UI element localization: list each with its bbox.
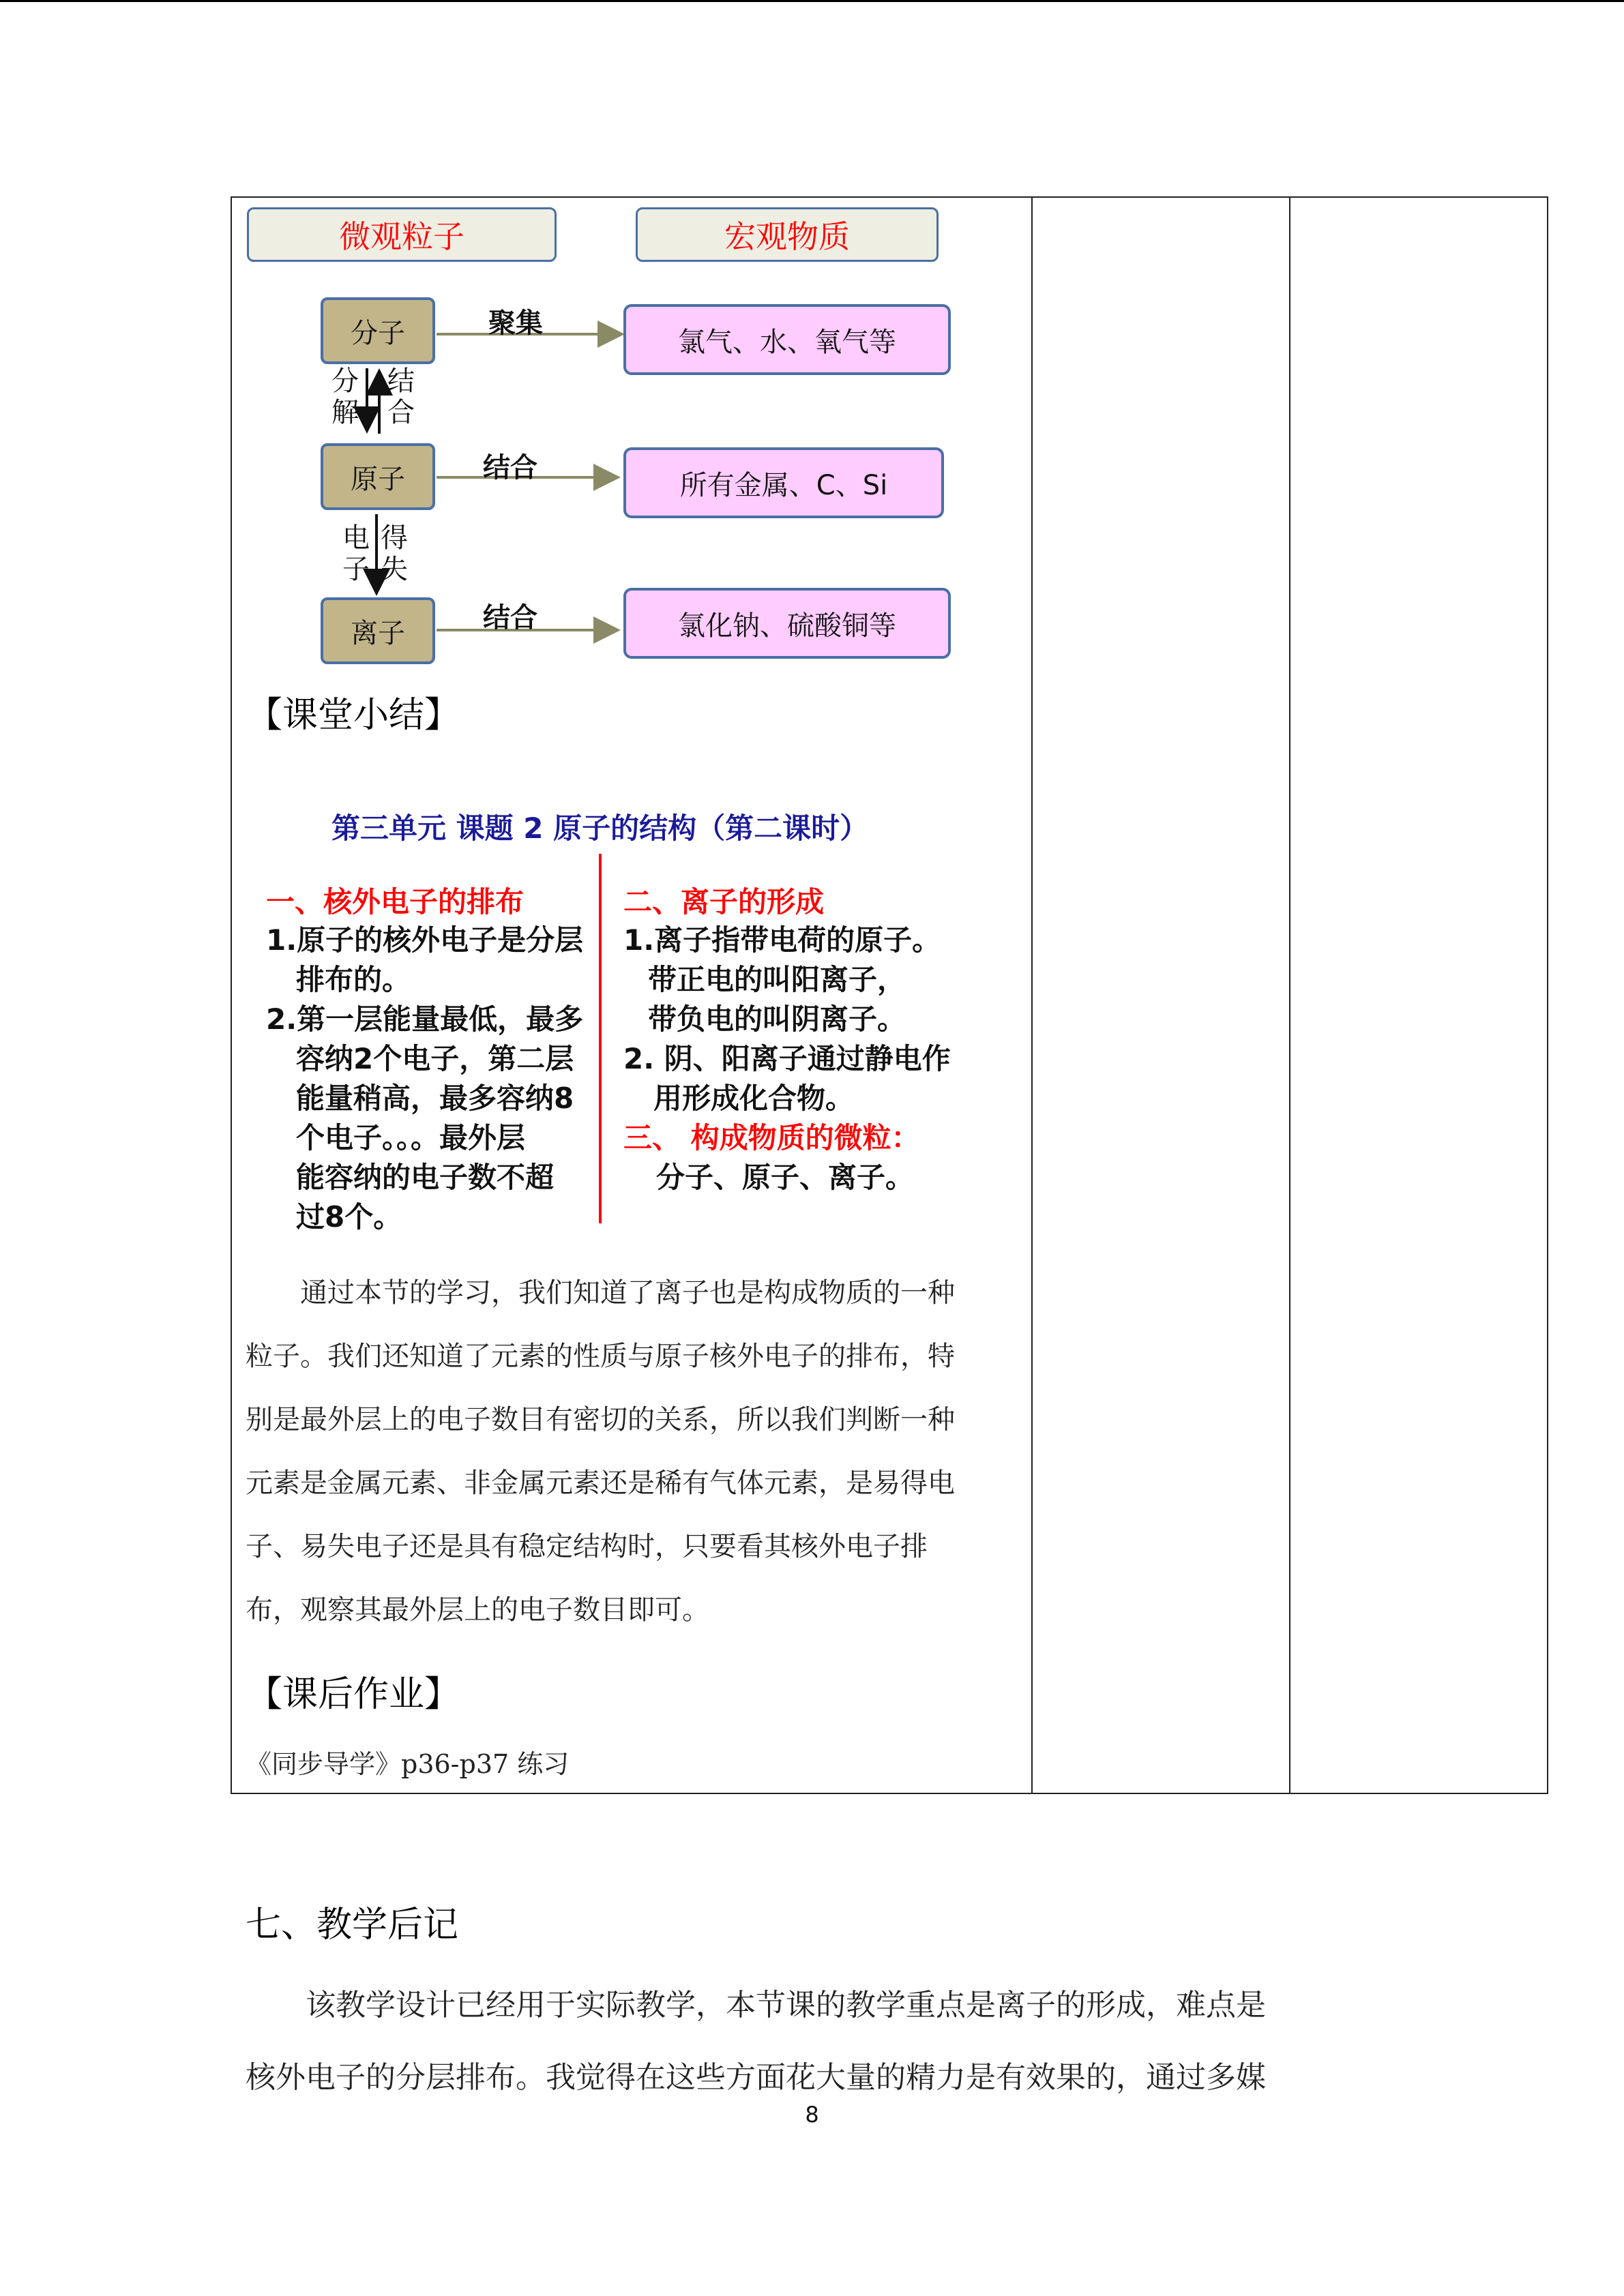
electron-label: 电子 xyxy=(342,522,370,585)
right-heading-3: 三、 构成物质的微粒： xyxy=(623,1121,920,1154)
left-line-5: 能量稍高，最多容纳8 xyxy=(296,1082,574,1115)
molecule-box: 分子 xyxy=(321,297,435,364)
homework-heading: 【课后作业】 xyxy=(247,1674,460,1715)
macro-substance-header: 宏观物质 xyxy=(636,207,939,262)
right-heading: 二、离子的形成 xyxy=(623,885,825,919)
left-line-3: 2.第一层能量最低，最多 xyxy=(266,1002,584,1036)
para-line-5: 子、易失电子还是具有稳定结构时，只要看其核外电子排 xyxy=(246,1531,928,1562)
right-line-3: 带负电的叫阴离子。 xyxy=(648,1002,906,1036)
left-heading: 一、核外电子的排布 xyxy=(266,885,525,919)
para-line-1: 通过本节的学习，我们知道了离子也是构成物质的一种 xyxy=(246,1277,955,1309)
gain-lose-label: 得失 xyxy=(381,522,408,585)
section-7-body xyxy=(246,1969,1371,2114)
summary-paragraph xyxy=(246,1262,996,1642)
section-7-heading: 七、教学后记 xyxy=(246,1905,459,1945)
slide-title: 第三单元 课题 2 原子的结构（第二课时） xyxy=(331,811,869,845)
left-line-8: 过8个。 xyxy=(296,1200,402,1234)
right-line-6: 分子、原子、离子。 xyxy=(656,1161,915,1194)
left-line-4: 容纳2个电子，第二层 xyxy=(296,1042,574,1075)
para-line-6: 布，观察其最外层上的电子数目即可。 xyxy=(246,1594,709,1626)
micro-particles-header: 微观粒子 xyxy=(247,207,557,262)
decompose-label: 分解 xyxy=(331,366,359,428)
left-line-6: 个电子。。。最外层 xyxy=(296,1121,526,1154)
ion-box: 离子 xyxy=(321,597,435,664)
right-line-1: 1.离子指带电荷的原子。 xyxy=(623,923,941,957)
post-line-2: 核外电子的分层排布。我觉得在这些方面花大量的精力是有效果的，通过多媒 xyxy=(246,2060,1266,2095)
left-line-1: 1.原子的核外电子是分层 xyxy=(266,923,584,957)
right-line-4: 2. 阴、阳离子通过静电作 xyxy=(623,1042,951,1075)
combine-label-ion: 结合 xyxy=(483,602,537,633)
summary-heading: 【课堂小结】 xyxy=(247,695,460,736)
column-divider xyxy=(599,854,602,1223)
substance-box-1: 氯气、水、氧气等 xyxy=(623,304,951,375)
right-line-5: 用形成化合物。 xyxy=(653,1082,855,1115)
homework-text: 《同步导学》p36-p37 练习 xyxy=(246,1749,570,1779)
combine-vertical-label: 结合 xyxy=(387,366,415,428)
post-line-1: 该教学设计已经用于实际教学，本节课的教学重点是离子的形成，难点是 xyxy=(246,1988,1266,2023)
para-line-2: 粒子。我们还知道了元素的性质与原子核外电子的排布，特 xyxy=(246,1341,955,1372)
combine-label-atom: 结合 xyxy=(483,452,537,483)
para-line-4: 元素是金属元素、非金属元素还是稀有气体元素，是易得电 xyxy=(246,1467,955,1499)
left-line-7: 能容纳的电子数不超 xyxy=(296,1161,555,1194)
page-number: 8 xyxy=(805,2102,819,2128)
atom-box: 原子 xyxy=(321,443,435,510)
substance-box-2: 所有金属、C、Si xyxy=(623,447,944,518)
para-line-3: 别是最外层上的电子数目有密切的关系，所以我们判断一种 xyxy=(246,1404,955,1435)
gather-label: 聚集 xyxy=(488,308,543,339)
left-line-2: 排布的。 xyxy=(296,963,411,996)
right-line-2: 带正电的叫阳离子， xyxy=(648,963,906,996)
substance-box-3: 氯化钠、硫酸铜等 xyxy=(623,588,951,659)
